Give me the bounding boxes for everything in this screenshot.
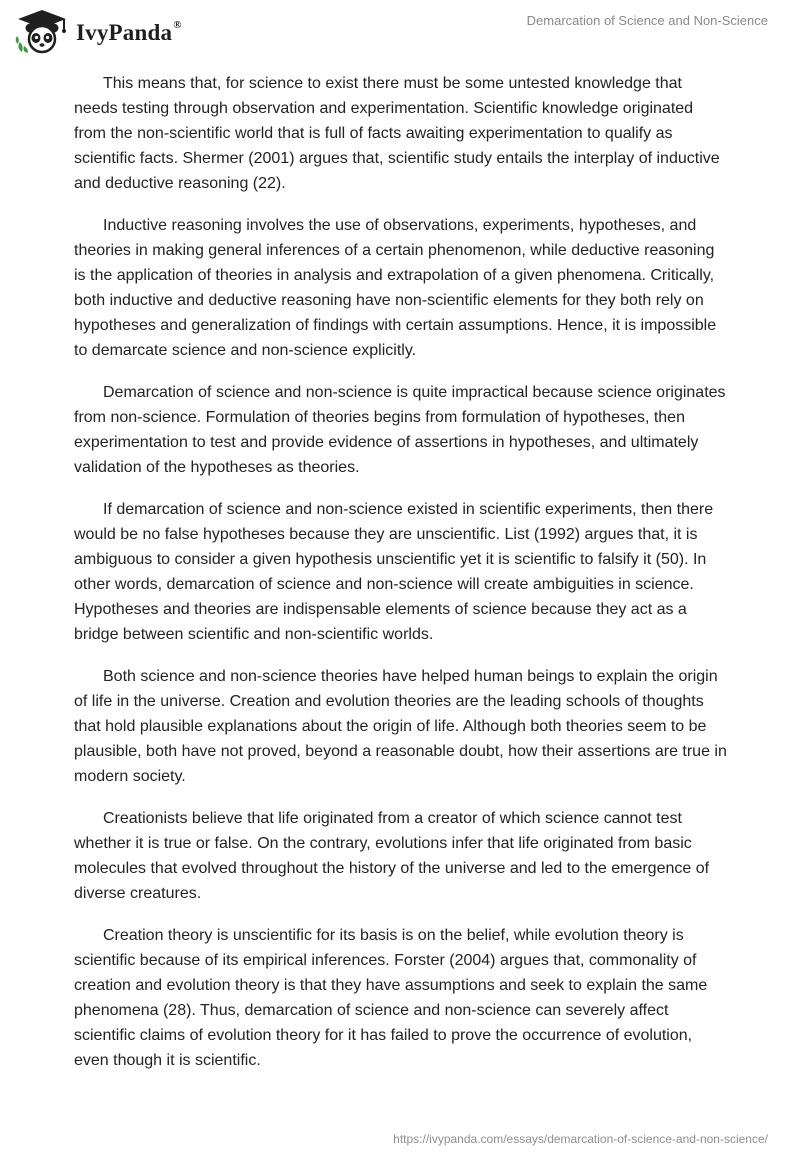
- brand-name: IvyPanda®: [76, 19, 182, 45]
- paragraph: Creation theory is unscientific for its basis is on the belief, while evolution theory is scientific because of its empirical inferences. Forster (2004) argues that, commonality of creation and evolution theory is that they have assumptions and seek to explain the same phenomena (28). Thus, demarcation of science and non-science can severely affect scientific claims of evolution theory for it has failed to prove the occurrence of evolution, even though it is scientific.: [74, 927, 708, 1069]
- paragraph: Both science and non-science theories have helped human beings to explain the origin of life in the universe. Creation and evolution theories are the leading schools of thoughts that hold plausible explanations about the origin of life. Although both theories seem to be plausible, both have not proved, beyond a reasonable doubt, how their assertions are true in modern society.: [74, 668, 727, 785]
- document-title: Demarcation of Science and Non-Science: [526, 13, 768, 28]
- page-header: [0, 0, 800, 60]
- article-body: [74, 71, 728, 1090]
- paragraph: This means that, for science to exist there must be some untested knowledge that needs testing through observation and experimentation. Scientific knowledge originated from the non-scientific world that is full of facts awaiting experimentation to qualify as scientific facts. Shermer (2001) argues that, scientific study entails the interplay of inductive and deductive reasoning (22).: [74, 75, 720, 192]
- ivypanda-logo[interactable]: [14, 8, 182, 54]
- paragraph: Demarcation of science and non-science is quite impractical because science originates from non-science. Formulation of theories begins from formulation of hypotheses, then experimentation to test and provide evidence of assertions in hypotheses, and ultimately validation of the hypotheses as theories.: [74, 384, 726, 476]
- paragraph: Creationists believe that life originated from a creator of which science cannot test whether it is true or false. On the contrary, evolutions infer that life originated from basic molecules that evolved throughout the history of the universe and led to the emergence of diverse creatures.: [74, 810, 710, 902]
- paragraph: Inductive reasoning involves the use of observations, experiments, hypotheses, and theories in making general inferences of a certain phenomenon, while deductive reasoning is the application of theories in analysis and extrapolation of a given phenomena. Critically, both inductive and deductive reasoning have non-scientific elements for they both rely on hypotheses and generalization of findings with certain assumptions. Hence, it is impossible to demarcate science and non-science explicitly.: [74, 217, 717, 359]
- source-url[interactable]: https://ivypanda.com/essays/demarcation-of-science-and-non-science/: [393, 1132, 768, 1146]
- paragraph: If demarcation of science and non-science existed in scientific experiments, then there would be no false hypotheses because they are unscientific. List (1992) argues that, it is ambiguous to consider a given hypothesis unscientific yet it is scientific to falsify it (50). In other words, demarcation of science and non-science will create ambiguities in science. Hypotheses and theories are indispensable elements of science because they act as a bridge between scientific and non-scientific worlds.: [74, 501, 714, 643]
- registered-mark: ®: [173, 19, 182, 32]
- panda-graduate-icon: [14, 8, 70, 54]
